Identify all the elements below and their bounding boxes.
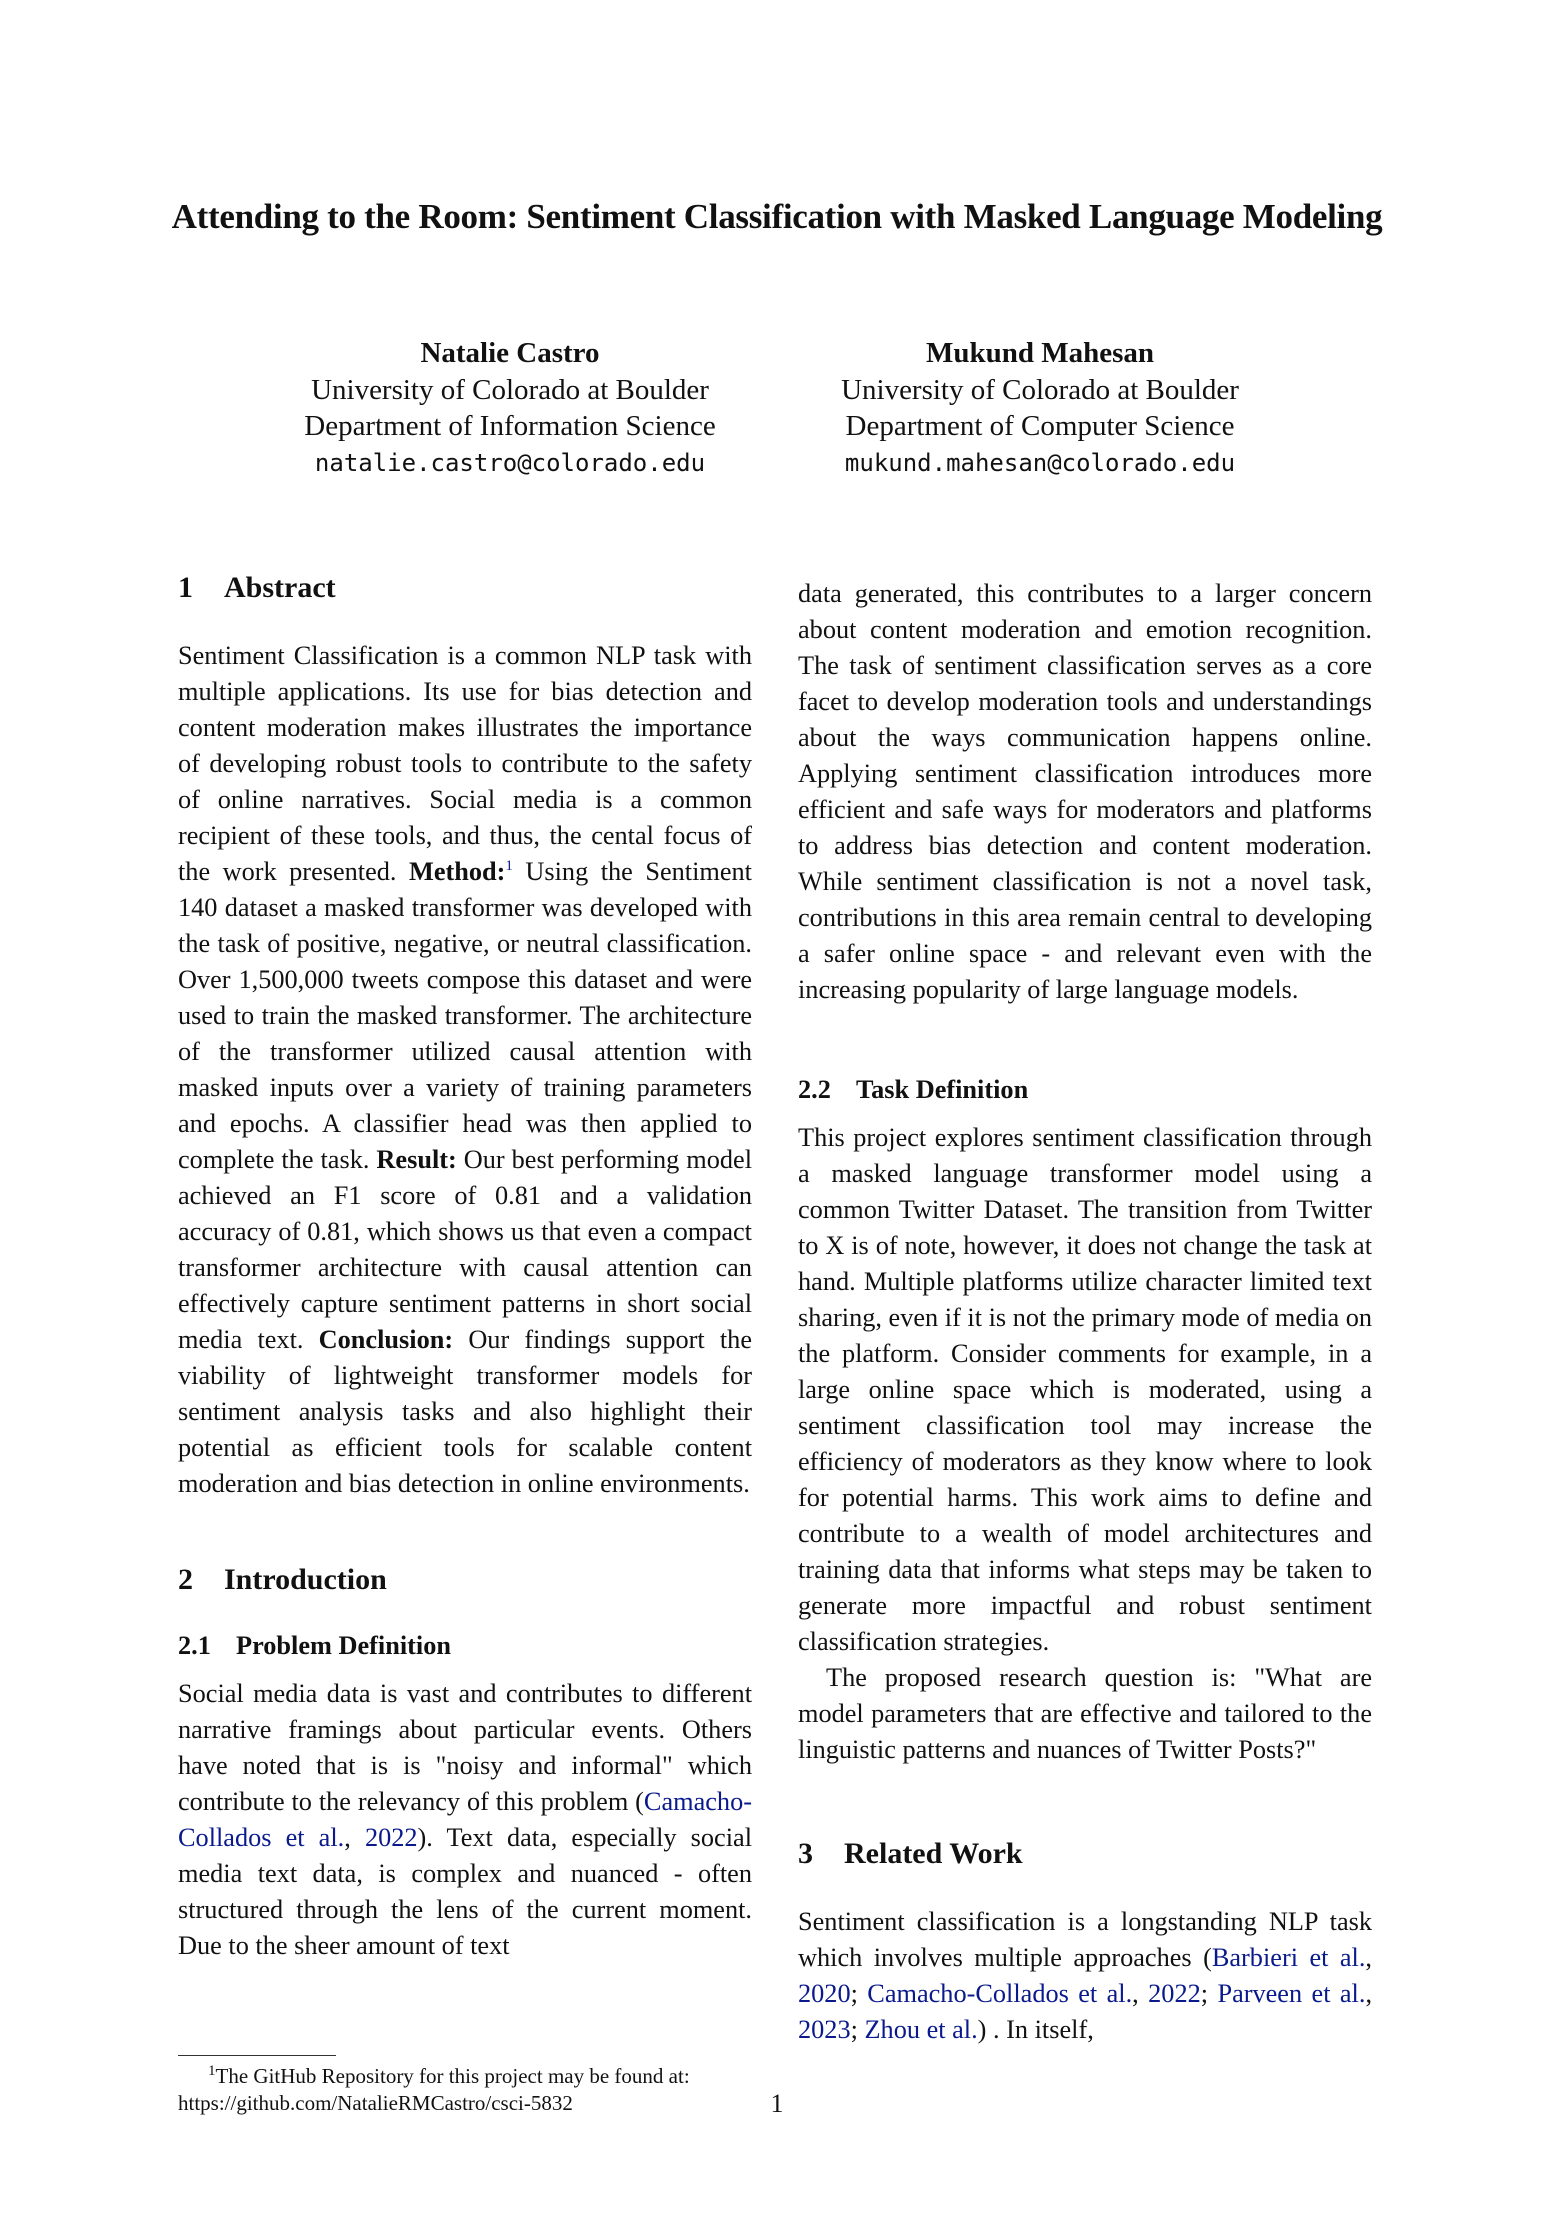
- paper-title: Attending to the Room: Sentiment Classification with Masked Language Modeling: [171, 197, 1383, 236]
- result-text: Our best performing model achieved an F1 score of 0.81 and a validation accuracy of 0.81, which shows us that even a compact transformer architecture with causal attention can effectively capture sentiment patterns in short social media text.: [178, 1145, 753, 1354]
- section-number: 2: [178, 1563, 193, 1596]
- problem-text: Social media data is vast and contributes to different narrative framings about particular events. Others have noted that is is "noisy and informal" which contribute to the relevancy of this problem (: [178, 1679, 752, 1816]
- citation-year-link[interactable]: 2022: [1148, 1979, 1201, 2008]
- subsection-heading-problem-definition: [178, 1628, 451, 1664]
- author-block-2: [800, 335, 1280, 481]
- related-work-text-continued: ) . In itself,: [977, 2015, 1094, 2044]
- method-label: Method:: [409, 857, 506, 886]
- footnote-text: The GitHub Repository for this project may be found at:: [215, 2064, 690, 2088]
- author-name: Mukund Mahesan: [925, 337, 1155, 369]
- footnote-divider: [178, 2055, 336, 2056]
- conclusion-text: Our findings support the viability of lightweight transformer models for sentiment analysis tasks and also highlight their potential as efficient tools for scalable content moderation and bias detection in online environments.: [178, 1325, 752, 1498]
- section-heading-related-work: [798, 1836, 1023, 1872]
- footnote-number: 1: [208, 2063, 216, 2079]
- abstract-intro-text: Sentiment Classification is a common NLP task with multiple applications. Its use for bias detection and content moderation makes illustrates the importance of developing robust tools to contribute to the safety of online narratives. Social media is a common recipient of these tools, and thus, the cental focus of the work presented.: [178, 641, 752, 886]
- citation-link[interactable]: Camacho-Collados et al.: [867, 1979, 1133, 2008]
- section-number: 1: [178, 571, 193, 604]
- author-email[interactable]: mukund.mahesan@colorado.edu: [844, 448, 1236, 477]
- section-heading-introduction: [178, 1562, 387, 1598]
- author-block-1: [270, 335, 750, 481]
- problem-text-continued: ). Text data, especially social media text data, is complex and nuanced - often structured through the lens of the current moment. Due to the sheer amount of text: [178, 1823, 753, 1960]
- section-heading-abstract: [178, 570, 336, 606]
- author-department: Department of Computer Science: [845, 410, 1235, 442]
- method-text: Using the Sentiment 140 dataset a masked transformer was developed with the task of positive, negative, or neutral classification. Over 1,500,000 tweets compose this dataset and were used to train the masked transformer. The architecture of the transformer utilized causal attention with masked inputs over a variety of training parameters and epochs. A classifier head was then applied to complete the task.: [178, 857, 752, 1174]
- subsection-number: 2.1: [178, 1631, 211, 1660]
- footnote-marker-link[interactable]: 1: [505, 858, 513, 875]
- section-title: Abstract: [224, 571, 336, 604]
- author-name: Natalie Castro: [420, 337, 600, 369]
- author-affiliation: University of Colorado at Boulder: [311, 373, 709, 406]
- page-number: 1: [770, 2089, 784, 2118]
- subsection-number: 2.2: [798, 1075, 831, 1104]
- citation-year-link[interactable]: 2022: [364, 1823, 418, 1852]
- subsection-heading-task-definition: [798, 1072, 1028, 1108]
- citation-link[interactable]: Camacho-Collados et al.: [178, 1787, 752, 1852]
- footnote-url[interactable]: https://github.com/NatalieRMCastro/csci-5832: [178, 2091, 573, 2115]
- problem-definition-continued-paragraph: data generated, this contributes to a larger concern about content moderation and emotion recognition. The task of sentiment classification serves as a core facet to develop moderation tools and understandings about the ways communication happens online. Applying sentiment classification introduces more efficient and safe ways for moderators and platforms to address bias detection and content moderation. While sentiment classification is not a novel task, contributions in this area remain central to developing a safer online space - and relevant even with the increasing popularity of large language models.: [798, 579, 1372, 1004]
- citation-year-link[interactable]: 2023: [798, 2015, 851, 2044]
- citation-link[interactable]: Zhou et al.: [864, 2015, 978, 2044]
- citation-link[interactable]: Barbieri et al.: [1211, 1943, 1366, 1972]
- related-work-paragraph: Sentiment classification is a longstanding NLP task which involves multiple approaches (Barbieri et al., 2020; Camacho-Collados et al., 2022; Parveen et al., 2023; Zhou et al.) . In itself,: [798, 1907, 1373, 2044]
- problem-definition-paragraph: Social media data is vast and contributes to different narrative framings about particular events. Others have noted that is is "noisy and informal" which contribute to the relevancy of this problem (Camacho-Collados et al., 2022). Text data, especially social media text data, is complex and nuanced - often structured through the lens of the current moment. Due to the sheer amount of text: [178, 1679, 753, 1960]
- citation-link[interactable]: Parveen et al.: [1217, 1979, 1366, 2008]
- subsection-title: Task Definition: [856, 1075, 1029, 1104]
- research-question-paragraph: The proposed research question is: "What are model parameters that are effective and tailored to the linguistic patterns and nuances of Twitter Posts?": [798, 1663, 1372, 1764]
- section-title: Introduction: [224, 1563, 387, 1596]
- related-work-text: Sentiment classification is a longstanding NLP task which involves multiple approaches (: [798, 1907, 1372, 1972]
- author-department: Department of Information Science: [304, 410, 716, 442]
- author-email[interactable]: natalie.castro@colorado.edu: [314, 448, 706, 477]
- author-affiliation: University of Colorado at Boulder: [841, 373, 1239, 406]
- result-label: Result:: [376, 1145, 457, 1174]
- subsection-title: Problem Definition: [236, 1631, 451, 1660]
- abstract-paragraph: [178, 638, 752, 1502]
- section-title: Related Work: [844, 1837, 1023, 1870]
- section-number: 3: [798, 1837, 813, 1870]
- task-definition-paragraph: This project explores sentiment classification through a masked language transformer model using a common Twitter Dataset. The transition from Twitter to X is of note, however, it does not change the task at hand. Multiple platforms utilize character limited text sharing, even if it is not the primary mode of media on the platform. Consider comments for example, in a large online space which is moderated, using a sentiment classification tool may increase the efficiency of moderators as they know where to look for potential harms. This work aims to define and contribute to a wealth of model architectures and training data that informs what steps may be taken to generate more impactful and robust sentiment classification strategies.: [798, 1123, 1373, 1656]
- conclusion-label: Conclusion:: [318, 1325, 454, 1354]
- citation-year-link[interactable]: 2020: [798, 1979, 851, 2008]
